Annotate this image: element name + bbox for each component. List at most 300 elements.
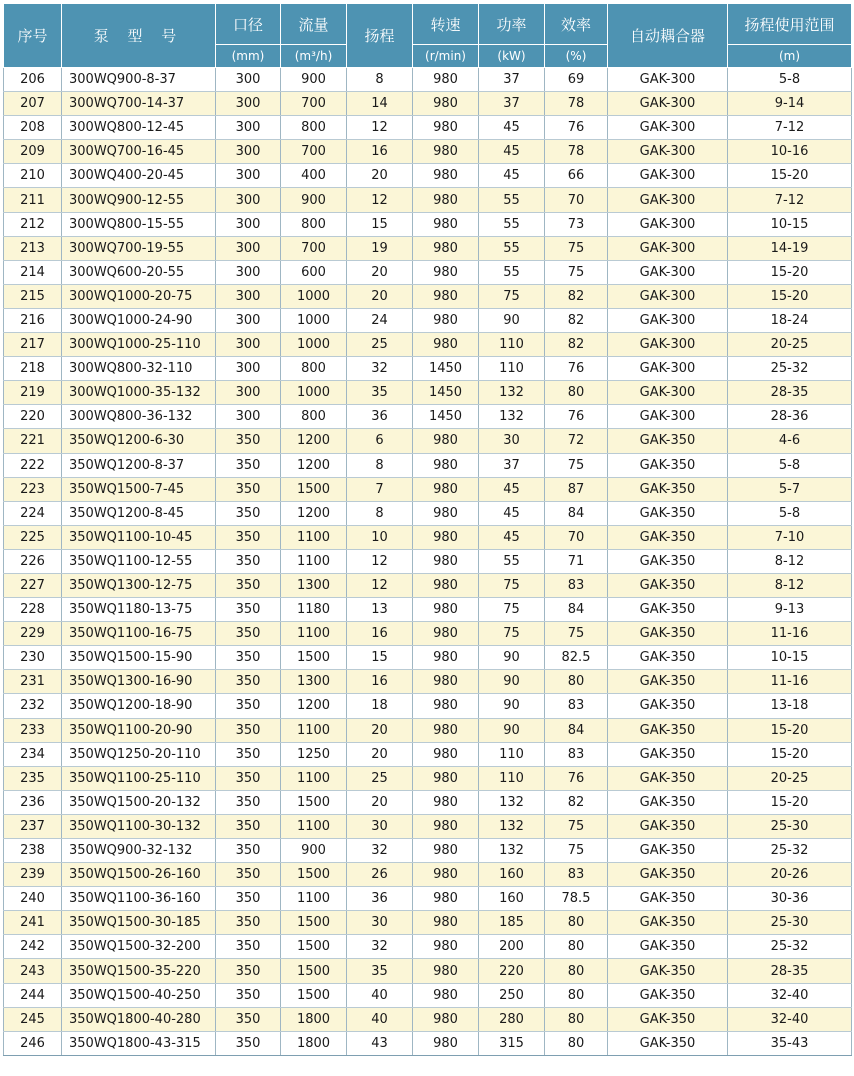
pump-spec-table xyxy=(3,3,852,1056)
cell-model: 350WQ1300-12-75 xyxy=(62,573,216,597)
cell-flow: 1000 xyxy=(281,284,347,308)
cell-head-range: 15-20 xyxy=(728,742,852,766)
cell-model: 300WQ800-12-45 xyxy=(62,116,216,140)
cell-flow: 1200 xyxy=(281,694,347,718)
cell-efficiency: 76 xyxy=(545,116,608,140)
cell-coupler: GAK-350 xyxy=(608,453,728,477)
cell-model: 300WQ800-36-132 xyxy=(62,405,216,429)
cell-head-range: 8-12 xyxy=(728,549,852,573)
cell-head-range: 11-16 xyxy=(728,670,852,694)
cell-efficiency: 82 xyxy=(545,284,608,308)
cell-model: 300WQ700-16-45 xyxy=(62,140,216,164)
cell-model: 350WQ1250-20-110 xyxy=(62,742,216,766)
cell-efficiency: 84 xyxy=(545,718,608,742)
cell-seq: 211 xyxy=(4,188,62,212)
cell-head: 12 xyxy=(347,188,413,212)
table-row xyxy=(4,284,852,308)
cell-model: 350WQ1500-15-90 xyxy=(62,646,216,670)
table-row xyxy=(4,549,852,573)
cell-coupler: GAK-300 xyxy=(608,140,728,164)
cell-coupler: GAK-350 xyxy=(608,790,728,814)
cell-head: 14 xyxy=(347,92,413,116)
cell-power: 110 xyxy=(479,357,545,381)
cell-power: 55 xyxy=(479,260,545,284)
cell-coupler: GAK-300 xyxy=(608,357,728,381)
cell-caliber: 350 xyxy=(216,1031,281,1055)
cell-efficiency: 75 xyxy=(545,260,608,284)
cell-head-range: 13-18 xyxy=(728,694,852,718)
cell-head-range: 10-15 xyxy=(728,212,852,236)
cell-flow: 1500 xyxy=(281,935,347,959)
cell-caliber: 300 xyxy=(216,92,281,116)
table-row xyxy=(4,573,852,597)
cell-coupler: GAK-350 xyxy=(608,742,728,766)
cell-caliber: 350 xyxy=(216,573,281,597)
cell-power: 75 xyxy=(479,284,545,308)
cell-head: 8 xyxy=(347,453,413,477)
cell-coupler: GAK-350 xyxy=(608,1031,728,1055)
cell-power: 160 xyxy=(479,863,545,887)
cell-model: 300WQ800-15-55 xyxy=(62,212,216,236)
cell-power: 90 xyxy=(479,718,545,742)
cell-flow: 1000 xyxy=(281,308,347,332)
cell-power: 110 xyxy=(479,742,545,766)
cell-seq: 217 xyxy=(4,333,62,357)
cell-head-range: 28-35 xyxy=(728,959,852,983)
cell-seq: 227 xyxy=(4,573,62,597)
cell-head: 20 xyxy=(347,260,413,284)
cell-power: 37 xyxy=(479,453,545,477)
cell-coupler: GAK-350 xyxy=(608,935,728,959)
cell-head: 12 xyxy=(347,549,413,573)
table-row xyxy=(4,959,852,983)
cell-head-range: 32-40 xyxy=(728,1007,852,1031)
pump-spec-table-container xyxy=(3,3,851,1056)
cell-coupler: GAK-300 xyxy=(608,308,728,332)
cell-seq: 219 xyxy=(4,381,62,405)
table-row xyxy=(4,1031,852,1055)
cell-head-range: 5-8 xyxy=(728,68,852,92)
cell-head-range: 5-7 xyxy=(728,477,852,501)
cell-seq: 234 xyxy=(4,742,62,766)
table-row xyxy=(4,68,852,92)
table-row xyxy=(4,429,852,453)
cell-speed: 980 xyxy=(413,429,479,453)
cell-power: 55 xyxy=(479,188,545,212)
cell-caliber: 350 xyxy=(216,863,281,887)
table-row xyxy=(4,308,852,332)
cell-speed: 1450 xyxy=(413,381,479,405)
cell-caliber: 300 xyxy=(216,308,281,332)
cell-caliber: 350 xyxy=(216,429,281,453)
cell-caliber: 350 xyxy=(216,742,281,766)
cell-seq: 242 xyxy=(4,935,62,959)
cell-model: 350WQ1300-16-90 xyxy=(62,670,216,694)
cell-caliber: 300 xyxy=(216,188,281,212)
cell-model: 350WQ1500-7-45 xyxy=(62,477,216,501)
cell-head-range: 28-36 xyxy=(728,405,852,429)
cell-caliber: 350 xyxy=(216,983,281,1007)
cell-power: 280 xyxy=(479,1007,545,1031)
cell-model: 350WQ1100-10-45 xyxy=(62,525,216,549)
cell-head: 20 xyxy=(347,790,413,814)
cell-flow: 1100 xyxy=(281,814,347,838)
cell-efficiency: 76 xyxy=(545,405,608,429)
cell-efficiency: 80 xyxy=(545,670,608,694)
cell-caliber: 300 xyxy=(216,381,281,405)
cell-speed: 980 xyxy=(413,573,479,597)
cell-caliber: 300 xyxy=(216,333,281,357)
cell-flow: 1500 xyxy=(281,477,347,501)
cell-coupler: GAK-350 xyxy=(608,718,728,742)
cell-flow: 900 xyxy=(281,839,347,863)
cell-head: 6 xyxy=(347,429,413,453)
table-row xyxy=(4,405,852,429)
cell-speed: 980 xyxy=(413,646,479,670)
cell-flow: 1500 xyxy=(281,911,347,935)
cell-head-range: 14-19 xyxy=(728,236,852,260)
cell-coupler: GAK-300 xyxy=(608,116,728,140)
cell-model: 350WQ1800-40-280 xyxy=(62,1007,216,1031)
cell-head: 13 xyxy=(347,598,413,622)
header-coupler: 自动耦合器 xyxy=(608,4,728,68)
cell-power: 45 xyxy=(479,116,545,140)
cell-head: 32 xyxy=(347,357,413,381)
cell-seq: 235 xyxy=(4,766,62,790)
cell-head: 19 xyxy=(347,236,413,260)
cell-seq: 228 xyxy=(4,598,62,622)
cell-caliber: 300 xyxy=(216,405,281,429)
cell-seq: 224 xyxy=(4,501,62,525)
cell-speed: 980 xyxy=(413,284,479,308)
cell-head: 16 xyxy=(347,140,413,164)
cell-head: 25 xyxy=(347,766,413,790)
cell-speed: 980 xyxy=(413,1007,479,1031)
cell-model: 350WQ1500-20-132 xyxy=(62,790,216,814)
table-row xyxy=(4,839,852,863)
cell-coupler: GAK-300 xyxy=(608,188,728,212)
cell-head: 25 xyxy=(347,333,413,357)
cell-model: 300WQ700-14-37 xyxy=(62,92,216,116)
cell-coupler: GAK-350 xyxy=(608,887,728,911)
cell-head-range: 32-40 xyxy=(728,983,852,1007)
cell-coupler: GAK-350 xyxy=(608,670,728,694)
cell-seq: 241 xyxy=(4,911,62,935)
header-model: 泵 型 号 xyxy=(62,4,216,68)
cell-caliber: 350 xyxy=(216,670,281,694)
cell-efficiency: 82 xyxy=(545,790,608,814)
cell-speed: 980 xyxy=(413,549,479,573)
cell-model: 350WQ1200-6-30 xyxy=(62,429,216,453)
table-row xyxy=(4,212,852,236)
cell-head-range: 15-20 xyxy=(728,284,852,308)
cell-coupler: GAK-350 xyxy=(608,983,728,1007)
cell-flow: 1180 xyxy=(281,598,347,622)
cell-caliber: 300 xyxy=(216,140,281,164)
cell-coupler: GAK-300 xyxy=(608,284,728,308)
cell-speed: 980 xyxy=(413,333,479,357)
cell-head: 30 xyxy=(347,911,413,935)
cell-speed: 980 xyxy=(413,453,479,477)
unit-head-range: (m) xyxy=(728,45,852,68)
cell-head: 32 xyxy=(347,839,413,863)
cell-power: 45 xyxy=(479,501,545,525)
cell-coupler: GAK-350 xyxy=(608,911,728,935)
cell-efficiency: 73 xyxy=(545,212,608,236)
cell-seq: 245 xyxy=(4,1007,62,1031)
cell-head: 32 xyxy=(347,935,413,959)
cell-flow: 400 xyxy=(281,164,347,188)
cell-flow: 1300 xyxy=(281,670,347,694)
cell-model: 350WQ1100-25-110 xyxy=(62,766,216,790)
cell-caliber: 350 xyxy=(216,477,281,501)
cell-power: 132 xyxy=(479,381,545,405)
cell-head: 8 xyxy=(347,501,413,525)
cell-flow: 1200 xyxy=(281,453,347,477)
cell-model: 350WQ900-32-132 xyxy=(62,839,216,863)
cell-model: 300WQ800-32-110 xyxy=(62,357,216,381)
cell-model: 350WQ1100-30-132 xyxy=(62,814,216,838)
cell-power: 132 xyxy=(479,814,545,838)
cell-efficiency: 75 xyxy=(545,814,608,838)
cell-caliber: 350 xyxy=(216,622,281,646)
cell-efficiency: 78 xyxy=(545,140,608,164)
cell-head-range: 25-30 xyxy=(728,911,852,935)
cell-seq: 207 xyxy=(4,92,62,116)
cell-head-range: 35-43 xyxy=(728,1031,852,1055)
cell-flow: 800 xyxy=(281,116,347,140)
cell-speed: 980 xyxy=(413,525,479,549)
cell-flow: 1500 xyxy=(281,790,347,814)
cell-head: 36 xyxy=(347,405,413,429)
cell-coupler: GAK-350 xyxy=(608,959,728,983)
cell-head: 40 xyxy=(347,983,413,1007)
cell-flow: 700 xyxy=(281,92,347,116)
cell-efficiency: 78.5 xyxy=(545,887,608,911)
cell-power: 132 xyxy=(479,405,545,429)
unit-power: (kW) xyxy=(479,45,545,68)
cell-seq: 218 xyxy=(4,357,62,381)
cell-head: 26 xyxy=(347,863,413,887)
cell-head: 12 xyxy=(347,116,413,140)
cell-caliber: 350 xyxy=(216,935,281,959)
table-row xyxy=(4,887,852,911)
cell-efficiency: 69 xyxy=(545,68,608,92)
cell-coupler: GAK-300 xyxy=(608,260,728,284)
cell-head-range: 20-25 xyxy=(728,766,852,790)
cell-caliber: 300 xyxy=(216,284,281,308)
cell-model: 350WQ1180-13-75 xyxy=(62,598,216,622)
table-row xyxy=(4,501,852,525)
cell-flow: 1100 xyxy=(281,766,347,790)
cell-power: 220 xyxy=(479,959,545,983)
cell-model: 300WQ700-19-55 xyxy=(62,236,216,260)
table-row xyxy=(4,694,852,718)
header-seq: 序号 xyxy=(4,4,62,68)
table-row xyxy=(4,525,852,549)
cell-efficiency: 70 xyxy=(545,188,608,212)
cell-seq: 220 xyxy=(4,405,62,429)
cell-flow: 1000 xyxy=(281,381,347,405)
cell-head: 16 xyxy=(347,670,413,694)
cell-flow: 1100 xyxy=(281,525,347,549)
cell-speed: 980 xyxy=(413,839,479,863)
cell-flow: 1500 xyxy=(281,863,347,887)
cell-efficiency: 75 xyxy=(545,839,608,863)
cell-model: 350WQ1500-40-250 xyxy=(62,983,216,1007)
cell-flow: 1000 xyxy=(281,333,347,357)
cell-speed: 980 xyxy=(413,742,479,766)
cell-model: 350WQ1500-26-160 xyxy=(62,863,216,887)
cell-head-range: 28-35 xyxy=(728,381,852,405)
cell-speed: 980 xyxy=(413,68,479,92)
table-row xyxy=(4,1007,852,1031)
table-row xyxy=(4,790,852,814)
cell-speed: 980 xyxy=(413,477,479,501)
header-head-range: 扬程使用范围 xyxy=(728,4,852,45)
header-head: 扬程 xyxy=(347,4,413,68)
cell-efficiency: 82.5 xyxy=(545,646,608,670)
cell-coupler: GAK-350 xyxy=(608,839,728,863)
cell-head-range: 5-8 xyxy=(728,453,852,477)
cell-caliber: 350 xyxy=(216,1007,281,1031)
cell-seq: 226 xyxy=(4,549,62,573)
header-speed: 转速 xyxy=(413,4,479,45)
cell-flow: 1250 xyxy=(281,742,347,766)
cell-speed: 980 xyxy=(413,983,479,1007)
table-row xyxy=(4,622,852,646)
cell-seq: 231 xyxy=(4,670,62,694)
cell-speed: 1450 xyxy=(413,405,479,429)
cell-speed: 980 xyxy=(413,790,479,814)
cell-seq: 212 xyxy=(4,212,62,236)
cell-flow: 1800 xyxy=(281,1007,347,1031)
cell-speed: 980 xyxy=(413,308,479,332)
cell-coupler: GAK-300 xyxy=(608,381,728,405)
cell-caliber: 300 xyxy=(216,116,281,140)
cell-model: 350WQ1800-43-315 xyxy=(62,1031,216,1055)
cell-head-range: 10-16 xyxy=(728,140,852,164)
table-row xyxy=(4,333,852,357)
cell-power: 45 xyxy=(479,477,545,501)
cell-model: 350WQ1200-8-45 xyxy=(62,501,216,525)
cell-power: 185 xyxy=(479,911,545,935)
cell-head-range: 15-20 xyxy=(728,718,852,742)
cell-caliber: 350 xyxy=(216,959,281,983)
cell-flow: 700 xyxy=(281,236,347,260)
cell-power: 75 xyxy=(479,622,545,646)
cell-head: 36 xyxy=(347,887,413,911)
cell-efficiency: 80 xyxy=(545,1007,608,1031)
cell-power: 110 xyxy=(479,333,545,357)
cell-power: 90 xyxy=(479,646,545,670)
cell-head: 30 xyxy=(347,814,413,838)
table-row xyxy=(4,670,852,694)
cell-speed: 980 xyxy=(413,670,479,694)
cell-head-range: 18-24 xyxy=(728,308,852,332)
cell-model: 300WQ900-8-37 xyxy=(62,68,216,92)
cell-head-range: 20-26 xyxy=(728,863,852,887)
cell-flow: 1100 xyxy=(281,622,347,646)
cell-coupler: GAK-350 xyxy=(608,525,728,549)
cell-model: 350WQ1100-36-160 xyxy=(62,887,216,911)
cell-seq: 225 xyxy=(4,525,62,549)
cell-efficiency: 83 xyxy=(545,694,608,718)
cell-speed: 980 xyxy=(413,501,479,525)
cell-efficiency: 70 xyxy=(545,525,608,549)
cell-head-range: 11-16 xyxy=(728,622,852,646)
cell-efficiency: 75 xyxy=(545,622,608,646)
cell-flow: 1500 xyxy=(281,646,347,670)
cell-caliber: 300 xyxy=(216,357,281,381)
cell-power: 45 xyxy=(479,140,545,164)
table-row xyxy=(4,935,852,959)
cell-model: 300WQ600-20-55 xyxy=(62,260,216,284)
cell-flow: 1200 xyxy=(281,429,347,453)
cell-seq: 214 xyxy=(4,260,62,284)
cell-coupler: GAK-350 xyxy=(608,1007,728,1031)
table-row xyxy=(4,260,852,284)
cell-model: 350WQ1500-32-200 xyxy=(62,935,216,959)
cell-caliber: 350 xyxy=(216,549,281,573)
cell-model: 300WQ1000-24-90 xyxy=(62,308,216,332)
cell-power: 90 xyxy=(479,308,545,332)
table-row xyxy=(4,814,852,838)
cell-caliber: 300 xyxy=(216,260,281,284)
table-row xyxy=(4,863,852,887)
cell-speed: 980 xyxy=(413,598,479,622)
cell-power: 90 xyxy=(479,670,545,694)
cell-model: 350WQ1100-12-55 xyxy=(62,549,216,573)
cell-caliber: 350 xyxy=(216,814,281,838)
cell-head-range: 25-30 xyxy=(728,814,852,838)
cell-power: 55 xyxy=(479,236,545,260)
cell-efficiency: 71 xyxy=(545,549,608,573)
cell-head-range: 30-36 xyxy=(728,887,852,911)
table-row xyxy=(4,140,852,164)
cell-efficiency: 87 xyxy=(545,477,608,501)
cell-head: 15 xyxy=(347,212,413,236)
cell-power: 55 xyxy=(479,212,545,236)
table-row xyxy=(4,766,852,790)
cell-head: 8 xyxy=(347,68,413,92)
cell-power: 55 xyxy=(479,549,545,573)
cell-speed: 980 xyxy=(413,718,479,742)
cell-caliber: 350 xyxy=(216,790,281,814)
cell-speed: 980 xyxy=(413,188,479,212)
cell-seq: 210 xyxy=(4,164,62,188)
cell-coupler: GAK-350 xyxy=(608,814,728,838)
cell-flow: 900 xyxy=(281,188,347,212)
cell-head: 40 xyxy=(347,1007,413,1031)
cell-power: 75 xyxy=(479,573,545,597)
cell-seq: 215 xyxy=(4,284,62,308)
cell-model: 350WQ1100-20-90 xyxy=(62,718,216,742)
table-row xyxy=(4,92,852,116)
cell-caliber: 350 xyxy=(216,911,281,935)
cell-efficiency: 72 xyxy=(545,429,608,453)
table-row xyxy=(4,357,852,381)
cell-flow: 1100 xyxy=(281,887,347,911)
cell-efficiency: 80 xyxy=(545,1031,608,1055)
cell-seq: 238 xyxy=(4,839,62,863)
cell-model: 300WQ1000-20-75 xyxy=(62,284,216,308)
cell-caliber: 300 xyxy=(216,236,281,260)
cell-flow: 600 xyxy=(281,260,347,284)
cell-coupler: GAK-300 xyxy=(608,68,728,92)
cell-power: 110 xyxy=(479,766,545,790)
cell-coupler: GAK-350 xyxy=(608,863,728,887)
